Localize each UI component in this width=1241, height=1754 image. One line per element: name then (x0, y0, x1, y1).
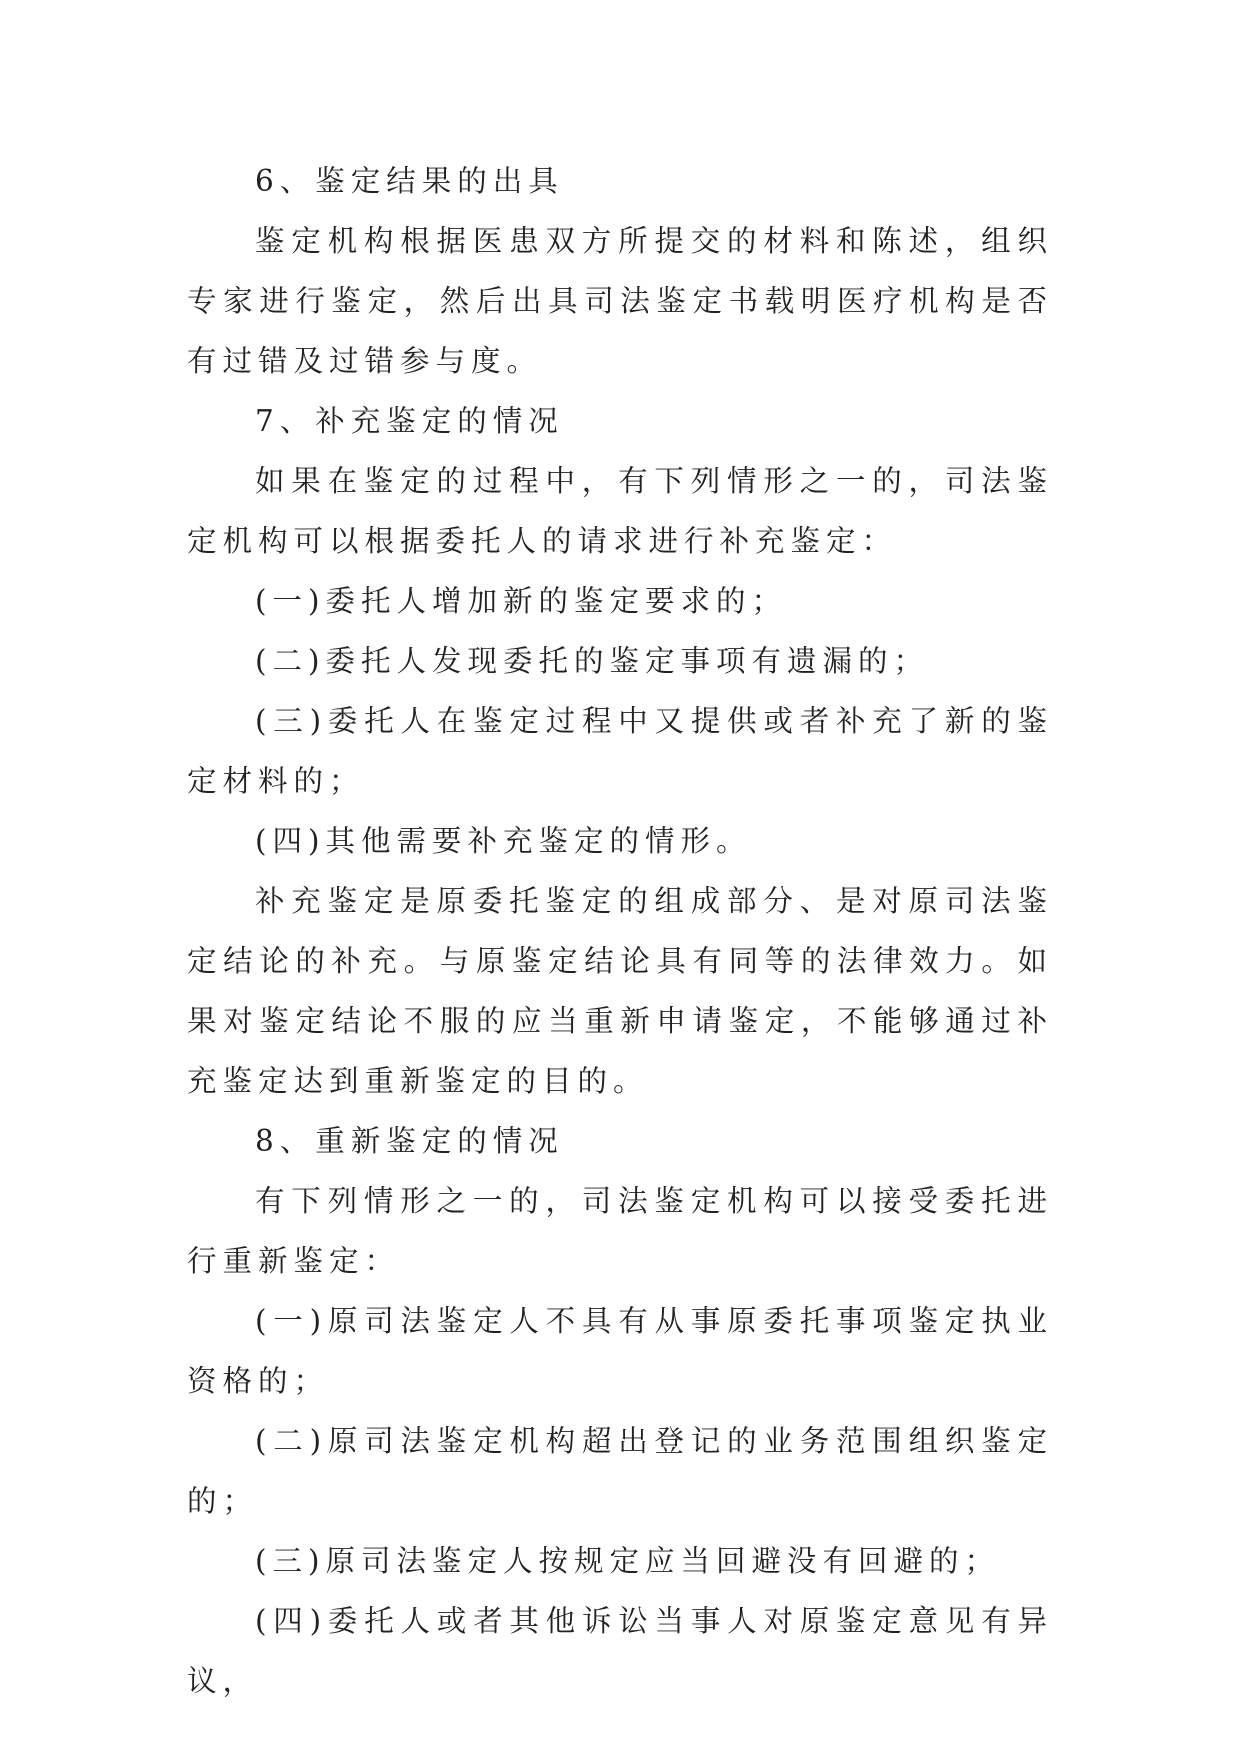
paragraph: 如果在鉴定的过程中，有下列情形之一的，司法鉴定机构可以根据委托人的请求进行补充鉴定： (187, 464, 1053, 558)
section-heading-6: 6、鉴定结果的出具 (255, 164, 564, 198)
list-item: (三)原司法鉴定人按规定应当回避没有回避的； (255, 1544, 1001, 1578)
list-item: (二)原司法鉴定机构超出登记的业务范围组织鉴定的； (187, 1424, 1053, 1518)
paragraph: 鉴定机构根据医患双方所提交的材料和陈述，组织专家进行鉴定，然后出具司法鉴定书载明医疗机构是否有过错及过错参与度。 (187, 224, 1053, 378)
document-body (187, 151, 1053, 1711)
list-item: (二)委托人发现委托的鉴定事项有遗漏的； (255, 644, 930, 678)
paragraph: 有下列情形之一的，司法鉴定机构可以接受委托进行重新鉴定： (187, 1184, 1053, 1278)
list-item: (一)委托人增加新的鉴定要求的； (255, 584, 788, 618)
paragraph: 补充鉴定是原委托鉴定的组成部分、是对原司法鉴定结论的补充。与原鉴定结论具有同等的法律效力。如果对鉴定结论不服的应当重新申请鉴定，不能够通过补充鉴定达到重新鉴定的目的。 (187, 884, 1053, 1098)
list-item: (四)委托人或者其他诉讼当事人对原鉴定意见有异议， (187, 1604, 1053, 1698)
section-heading-8: 8、重新鉴定的情况 (255, 1124, 564, 1158)
list-item: (一)原司法鉴定人不具有从事原委托事项鉴定执业资格的； (187, 1304, 1053, 1398)
section-heading-7: 7、补充鉴定的情况 (255, 404, 564, 438)
list-item: (三)委托人在鉴定过程中又提供或者补充了新的鉴定材料的； (187, 704, 1053, 798)
list-item: (四)其他需要补充鉴定的情形。 (255, 824, 752, 858)
